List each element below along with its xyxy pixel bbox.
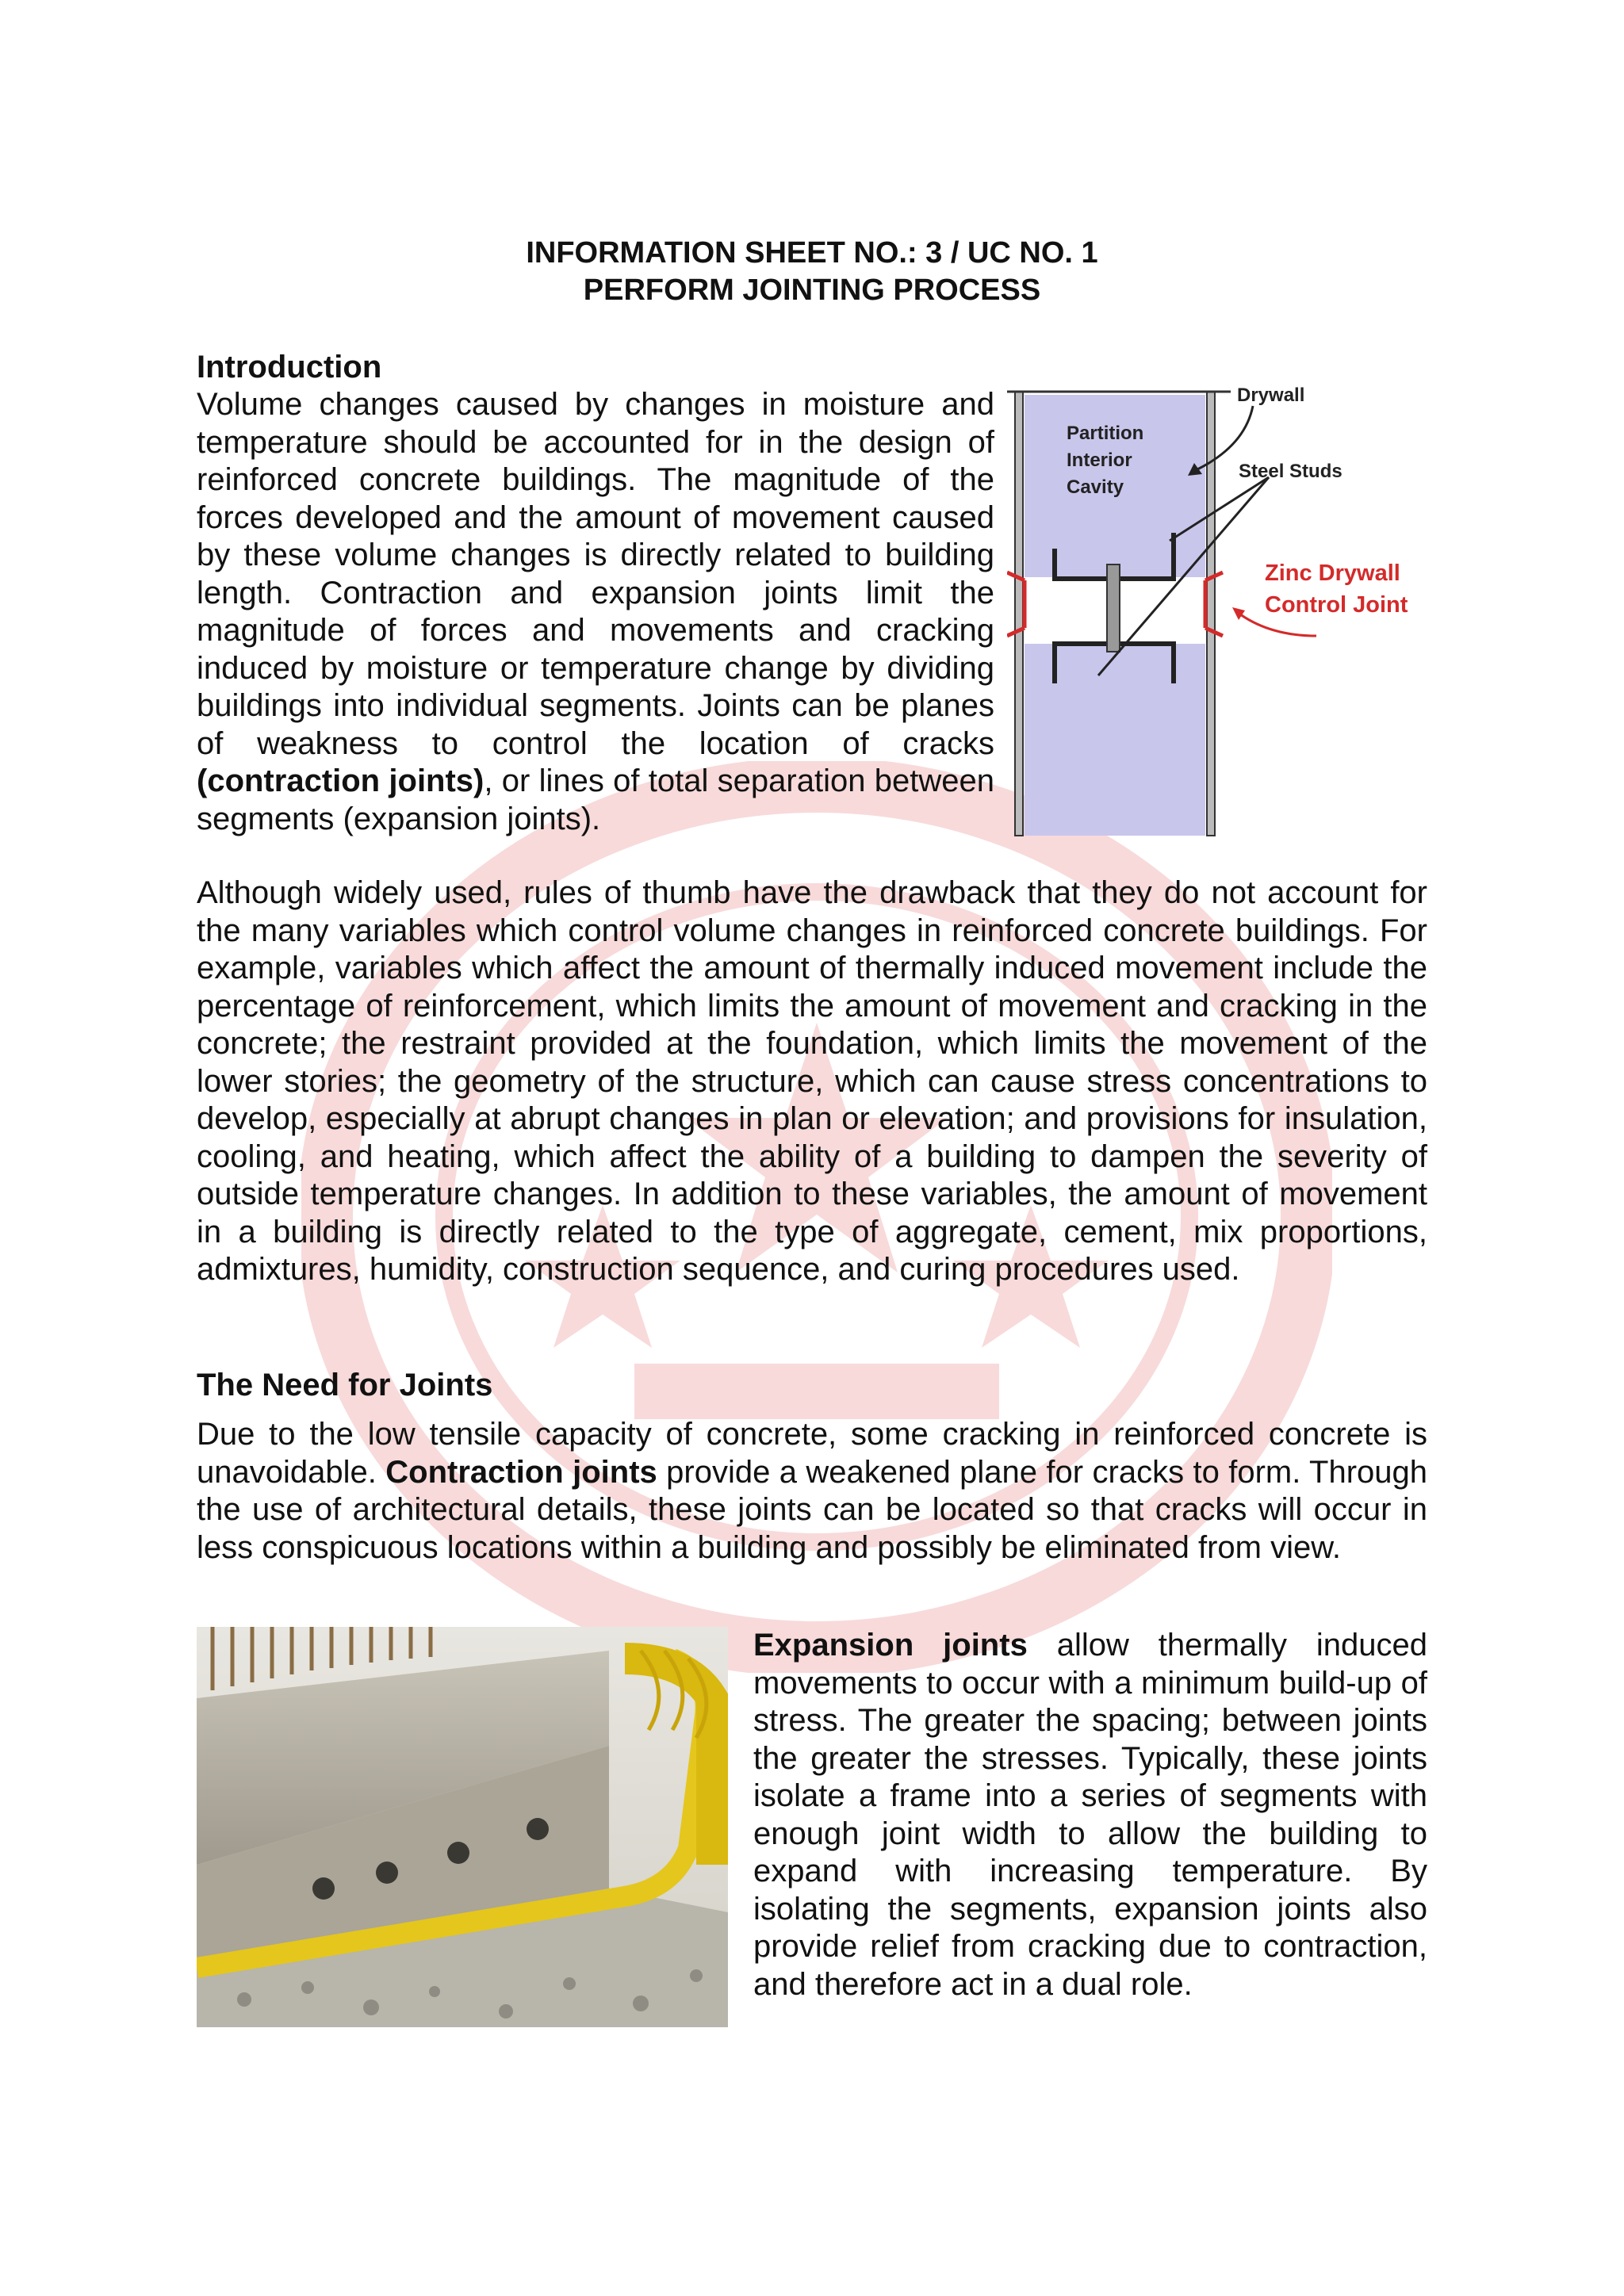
intro-text-2: , or lines of total separation between segments (expansion joints). (197, 763, 994, 836)
intro-text-1: Volume changes caused by changes in moisture and temperature should be accounted for in the design of reinforced concrete buildings. The magnitude of the forces developed and the amount of movement caused by these volume changes is directly related to building length. Contraction and expansion joints limit the magnitude of forces and movements and cracking induced by moisture or temperature change by dividing buildings into individual segments. Joints can be planes of weakness to control the location of cracks (197, 387, 994, 761)
rules-of-thumb-paragraph: Although widely used, rules of thumb have the drawback that they do not account for the many variables which control volume changes in reinforced concrete buildings. For example, variables which affect the amount of thermally induced movement include the percentage of reinforcement, which limits the amount of movement and cracking in the concrete; the restraint provided at the foundation, which limits the movement of the lower stories; the geometry of the structure, which can cause stress concentrations to develop, especially at abrupt changes in plan or elevation; and provisions for insulation, cooling, and heating, which affect the ability of a building to dampen the severity of outside temperature changes. In addition to these variables, the amount of movement in a building is directly related to the type of aggregate, cement, mix proportions, admixtures, humidity, construction sequence, and curing procedures used. (197, 875, 1427, 1287)
label-partition: Partition (1067, 423, 1144, 444)
expansion-joints-paragraph (753, 1627, 1427, 2003)
sheet-title: INFORMATION SHEET NO.: 3 / UC NO. 1 (526, 236, 1098, 270)
expansion-text: allow thermally induced movements to occur with a minimum build-up of stress. The greater the spacing; between joints the greater the stresses. Typically, these joints isolate a frame into a series of segments with enough joint width to allow the building to expand with increasing temperature. By isolating the segments, expansion joints also provide relief from cracking due to contraction, and therefore act in a dual role. (753, 1628, 1427, 2002)
need-for-joints-paragraph (197, 1416, 1427, 1567)
label-zinc-drywall: Zinc Drywall (1265, 561, 1400, 586)
lower-panel (1025, 644, 1205, 836)
expansion-bold-term: Expansion joints (753, 1628, 1028, 1663)
drywall-control-joint-figure (1007, 382, 1427, 842)
introduction-heading: Introduction (197, 350, 382, 385)
label-drywall: Drywall (1237, 385, 1305, 406)
need-bold-term: Contraction joints (385, 1454, 657, 1490)
label-steel-studs: Steel Studs (1239, 461, 1342, 482)
need-text-1: Due to the low tensile capacity of concrete, some cracking in reinforced concrete is unavoidable. (197, 1417, 1427, 1490)
need-text-2: provide a weakened plane for cracks to form. Through the use of architectural details, these joints can be located so that cracks will occur in less conspicuous locations within a building and possibly be eliminated from view. (197, 1454, 1428, 1565)
introduction-paragraph (197, 386, 994, 838)
label-control-joint: Control Joint (1265, 592, 1408, 618)
sheet-subtitle: PERFORM JOINTING PROCESS (583, 274, 1041, 307)
need-for-joints-heading: The Need for Joints (197, 1368, 493, 1402)
expansion-joint-photo (197, 1627, 728, 2027)
label-interior: Interior (1067, 450, 1132, 471)
intro-bold-term: (contraction joints) (197, 763, 485, 798)
label-cavity: Cavity (1067, 476, 1124, 498)
